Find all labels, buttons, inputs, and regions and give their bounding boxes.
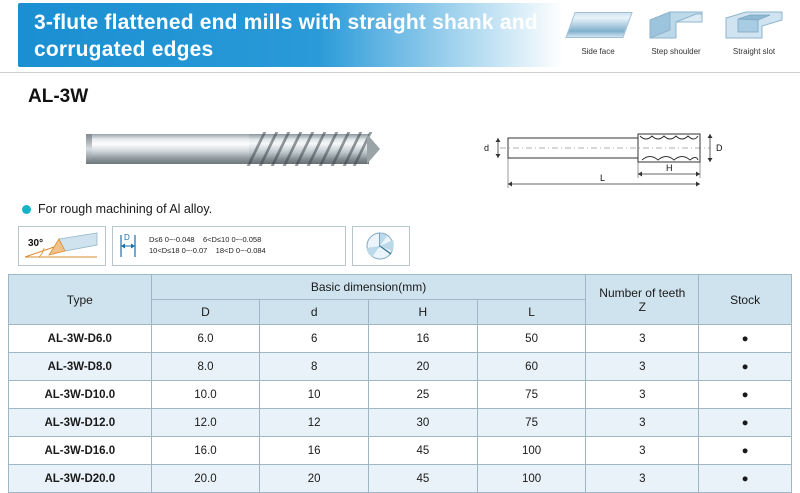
th-basic-dimension: Basic dimension(mm) [151, 275, 586, 300]
spec-icon-strip [18, 226, 458, 266]
tool-tip [367, 134, 380, 164]
table-row [9, 325, 792, 353]
table-header-row-1 [9, 275, 792, 300]
cell-D: 20.0 [151, 465, 260, 493]
cell-type: AL-3W-D16.0 [9, 437, 152, 465]
cell-D: 8.0 [151, 353, 260, 381]
cell-type: AL-3W-D20.0 [9, 465, 152, 493]
3-flute-end-icon [353, 227, 407, 265]
cell-type: AL-3W-D8.0 [9, 353, 152, 381]
th-teeth-line2: Z [638, 299, 646, 314]
helix-angle-box [18, 226, 106, 266]
drawing-label-d: d [484, 143, 490, 153]
cell-L: 100 [477, 465, 586, 493]
th-col-H: H [369, 300, 478, 325]
drawing-label-H: H [666, 163, 673, 173]
thumbnail-caption: Step shoulder [651, 47, 701, 56]
cell-H: 45 [369, 465, 478, 493]
cell-type: AL-3W-D12.0 [9, 409, 152, 437]
drawing-label-L: L [600, 173, 606, 183]
cell-stock: ● [699, 325, 792, 353]
cell-H: 30 [369, 409, 478, 437]
cell-L: 100 [477, 437, 586, 465]
feature-bullet-row [22, 202, 212, 216]
title-banner [18, 3, 563, 67]
cell-d: 10 [260, 381, 369, 409]
cell-d: 8 [260, 353, 369, 381]
helix-angle-value: 30° [28, 238, 44, 249]
straight-slot-icon [718, 2, 790, 46]
th-stock: Stock [699, 275, 792, 325]
thumbnail-caption: Side face [581, 47, 615, 56]
tolerance-line-1: D≤6 0~-0.048 [149, 235, 195, 244]
cell-stock: ● [699, 437, 792, 465]
cell-teeth: 3 [586, 437, 699, 465]
cell-L: 60 [477, 353, 586, 381]
application-thumbnails [562, 2, 790, 68]
page-header [0, 0, 800, 74]
cell-L: 50 [477, 325, 586, 353]
feature-bullet-text: For rough machining of Al alloy. [38, 202, 213, 216]
cell-teeth: 3 [586, 381, 699, 409]
specification-table [8, 274, 792, 493]
cell-L: 75 [477, 409, 586, 437]
cell-stock: ● [699, 409, 792, 437]
table-row [9, 465, 792, 493]
th-type: Type [9, 275, 152, 325]
tolerance-line-3: 10<D≤18 0~-0.07 [149, 246, 208, 255]
table-head [9, 275, 792, 325]
tool-shank [86, 134, 251, 164]
table-row [9, 381, 792, 409]
side-face-icon [562, 2, 634, 46]
cell-H: 45 [369, 437, 478, 465]
thumbnail-caption: Straight slot [732, 47, 776, 56]
th-col-L: L [477, 300, 586, 325]
cell-D: 12.0 [151, 409, 260, 437]
drawing-label-D: D [716, 143, 723, 153]
cell-L: 75 [477, 381, 586, 409]
step-shoulder-icon [640, 2, 712, 46]
table-row [9, 353, 792, 381]
cell-H: 20 [369, 353, 478, 381]
technical-drawing [470, 120, 740, 190]
cell-D: 16.0 [151, 437, 260, 465]
cell-teeth: 3 [586, 325, 699, 353]
thumbnail-straight-slot [718, 2, 790, 68]
tool-photograph [86, 126, 386, 172]
cell-D: 10.0 [151, 381, 260, 409]
tolerance-text [149, 234, 266, 256]
cell-d: 16 [260, 437, 369, 465]
product-code: AL-3W [28, 86, 89, 107]
cell-stock: ● [699, 353, 792, 381]
cell-H: 16 [369, 325, 478, 353]
tool-corrugated-flutes [249, 134, 369, 164]
cell-stock: ● [699, 465, 792, 493]
cell-teeth: 3 [586, 409, 699, 437]
header-divider [0, 72, 800, 73]
page-title: 3-flute flattened end mills with straight shank and corrugated edges [34, 11, 538, 61]
th-col-D: D [151, 300, 260, 325]
cell-teeth: 3 [586, 465, 699, 493]
tolerance-line-2: 6<D≤10 0~-0.058 [202, 235, 262, 244]
cell-stock: ● [699, 381, 792, 409]
table-body [9, 325, 792, 493]
th-col-d: d [260, 300, 369, 325]
diameter-tolerance-box [112, 226, 346, 266]
diameter-tolerance-icon [113, 227, 143, 265]
table-row [9, 437, 792, 465]
cell-teeth: 3 [586, 353, 699, 381]
svg-text:D: D [124, 233, 130, 242]
thumbnail-side-face [562, 2, 634, 68]
flute-count-box [352, 226, 410, 266]
tolerance-line-4: 18<D 0~-0.084 [215, 246, 266, 255]
cell-D: 6.0 [151, 325, 260, 353]
table-row [9, 409, 792, 437]
th-number-of-teeth [586, 275, 699, 325]
bullet-dot-icon [22, 205, 31, 214]
cell-type: AL-3W-D10.0 [9, 381, 152, 409]
cell-d: 12 [260, 409, 369, 437]
cell-type: AL-3W-D6.0 [9, 325, 152, 353]
cell-H: 25 [369, 381, 478, 409]
cell-d: 6 [260, 325, 369, 353]
thumbnail-step-shoulder [640, 2, 712, 68]
cell-d: 20 [260, 465, 369, 493]
th-teeth-line1: Number of teeth [599, 285, 686, 300]
